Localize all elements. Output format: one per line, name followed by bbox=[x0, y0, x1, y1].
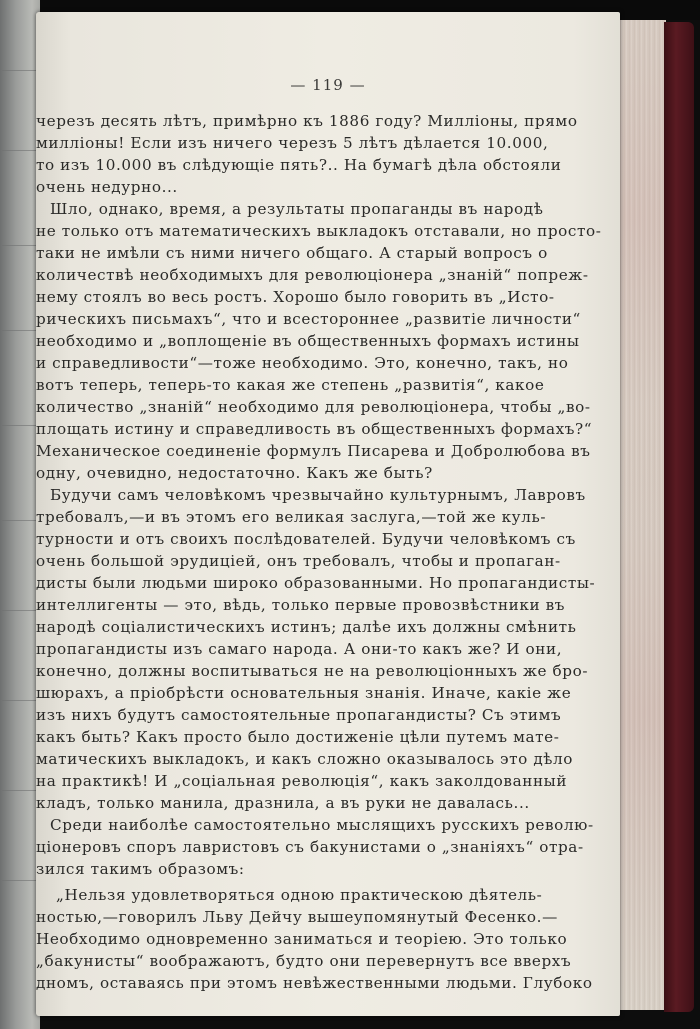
book-page bbox=[36, 12, 620, 1016]
text-line: на практикѣ! И „соціальная революція“, какъ заколдованный bbox=[36, 772, 568, 790]
text-line: количествѣ необходимыхъ для революціонера „знаній“ попреж- bbox=[36, 266, 589, 284]
text-line: очень недурно... bbox=[36, 178, 178, 196]
text-line: необходимо и „воплощеніе въ общественныхъ формахъ истины bbox=[36, 332, 580, 350]
text-line: площать истину и справедливость въ общественныхъ формахъ?“ bbox=[36, 420, 593, 438]
quote-line: ностью,—говорилъ Льву Дейчу вышеупомянутый Фесенко.— bbox=[36, 908, 558, 926]
text-line: очень большой эрудиціей, онъ требовалъ, чтобы и пропаган- bbox=[36, 552, 561, 570]
text-line: пропагандисты изъ самаго народа. А они-то какъ же? И они, bbox=[36, 640, 563, 658]
quote-line: Необходимо одновременно заниматься и теоріею. Это только bbox=[36, 930, 568, 948]
text-line: Среди наиболѣе самостоятельно мыслящихъ русскихъ револю- bbox=[50, 816, 594, 834]
text-line: ціонеровъ споръ лавристовъ съ бакунистами о „знаніяхъ“ отра- bbox=[36, 838, 584, 856]
text-line: турности и отъ своихъ послѣдователей. Будучи человѣкомъ съ bbox=[36, 530, 576, 548]
text-line: Будучи самъ человѣкомъ чрезвычайно культурнымъ, Лавровъ bbox=[50, 486, 586, 504]
text-line: народѣ соціалистическихъ истинъ; далѣе ихъ должны смѣнить bbox=[36, 618, 577, 636]
text-line: кладъ, только манила, дразнила, а въ руки не давалась... bbox=[36, 794, 530, 812]
text-line: не только отъ математическихъ выкладокъ отставали, но просто- bbox=[36, 222, 602, 240]
text-line: нему стоялъ во весь ростъ. Хорошо было говорить въ „Исто- bbox=[36, 288, 555, 306]
page-stack-edge bbox=[618, 20, 666, 1010]
text-line: вотъ теперь, теперь-то какая же степень „развитія“, какое bbox=[36, 376, 545, 394]
text-line: дисты были людьми широко образованными. Но пропагандисты- bbox=[36, 574, 596, 592]
book-cover-edge bbox=[664, 22, 694, 1012]
text-line: интеллигенты — это, вѣдь, только первые провозвѣстники въ bbox=[36, 596, 566, 614]
quote-line: „бакунисты“ воображаютъ, будто они перевернутъ все вверхъ bbox=[36, 952, 572, 970]
text-line: количество „знаній“ необходимо для революціонера, чтобы „во- bbox=[36, 398, 591, 416]
text-line: изъ нихъ будутъ самостоятельные пропагандисты? Съ этимъ bbox=[36, 706, 562, 724]
quote-line: „Нельзя удовлетворяться одною практическою дѣятель- bbox=[56, 886, 543, 904]
text-line: и справедливости“—тоже необходимо. Это, конечно, такъ, но bbox=[36, 354, 569, 372]
text-line: одну, очевидно, недостаточно. Какъ же быть? bbox=[36, 464, 433, 482]
text-line: рическихъ письмахъ“, что и всестороннее „развитіе личности“ bbox=[36, 310, 581, 328]
page-number: — 119 — bbox=[290, 76, 366, 94]
left-facing-page-edge bbox=[0, 0, 40, 1029]
text-line: конечно, должны воспитываться не на революціонныхъ же бро- bbox=[36, 662, 589, 680]
quote-line: дномъ, оставаясь при этомъ невѣжественными людьми. Глубоко bbox=[36, 974, 593, 992]
text-line: таки не имѣли съ ними ничего общаго. А старый вопросъ о bbox=[36, 244, 548, 262]
text-line: то изъ 10.000 въ слѣдующіе пять?.. На бумагѣ дѣла обстояли bbox=[36, 156, 562, 174]
text-line: черезъ десять лѣтъ, примѣрно къ 1886 году? Милліоны, прямо bbox=[36, 112, 578, 130]
text-line: какъ быть? Какъ просто было достиженіе цѣли путемъ мате- bbox=[36, 728, 560, 746]
text-line: милліоны! Если изъ ничего черезъ 5 лѣтъ дѣлается 10.000, bbox=[36, 134, 549, 152]
text-line: Механическое соединеніе формулъ Писарева и Добролюбова въ bbox=[36, 442, 591, 460]
text-line: Шло, однако, время, а результаты пропаганды въ народѣ bbox=[50, 200, 544, 218]
text-line: матическихъ выкладокъ, и какъ сложно оказывалось это дѣло bbox=[36, 750, 574, 768]
text-line: зился такимъ образомъ: bbox=[36, 860, 245, 878]
text-line: требовалъ,—и въ этомъ его великая заслуга,—той же куль- bbox=[36, 508, 547, 526]
text-line: шюрахъ, а пріобрѣсти основательныя знанія. Иначе, какіе же bbox=[36, 684, 572, 702]
